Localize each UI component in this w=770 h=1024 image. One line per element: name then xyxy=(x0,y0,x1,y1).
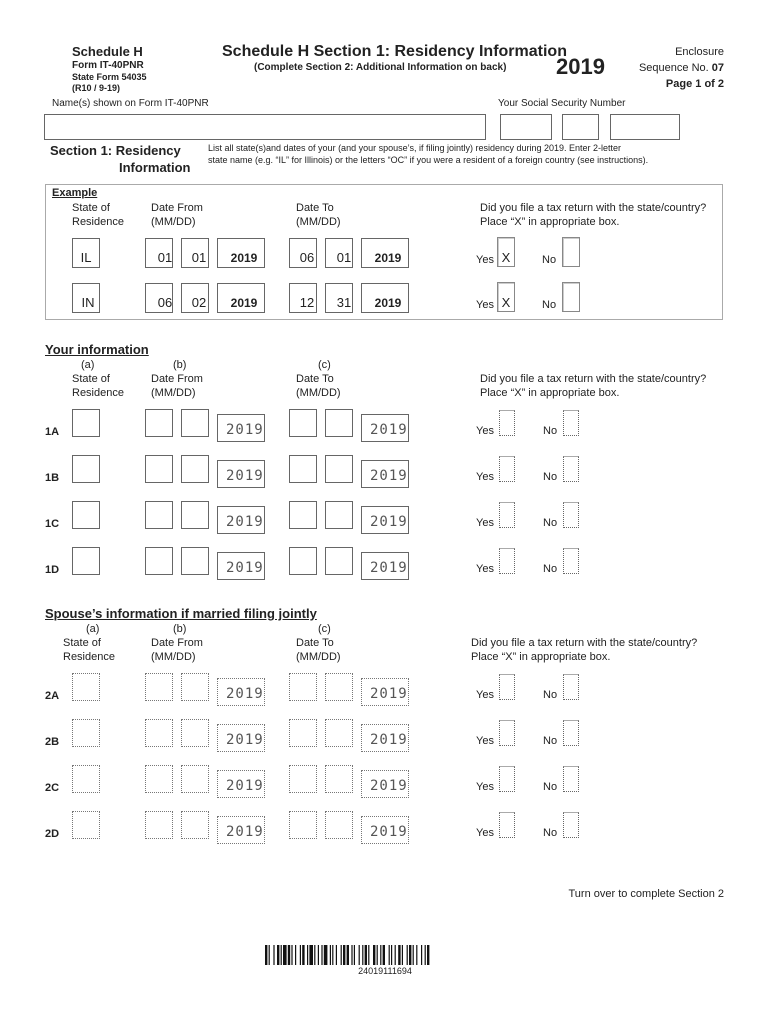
yes-label: Yes xyxy=(476,735,494,747)
example-from-mm: 01 xyxy=(157,250,173,265)
from-month-input[interactable] xyxy=(145,719,173,747)
to-year-value: 2019 xyxy=(370,560,408,576)
yes-checkbox[interactable] xyxy=(499,720,515,746)
to-year-value: 2019 xyxy=(370,824,408,840)
to-day-input[interactable] xyxy=(325,409,353,437)
to-month-input[interactable] xyxy=(289,765,317,793)
yes-label: Yes xyxy=(476,689,494,701)
from-year-value: 2019 xyxy=(226,824,264,840)
example-to-yr: 2019 xyxy=(374,251,402,265)
no-checkbox[interactable] xyxy=(563,502,579,528)
no-label: No xyxy=(543,827,558,839)
from-month-input[interactable] xyxy=(145,501,173,529)
yes-checkbox[interactable] xyxy=(499,766,515,792)
from-year-value: 2019 xyxy=(226,468,264,484)
state-input[interactable] xyxy=(72,765,100,793)
turn-over-note: Turn over to complete Section 2 xyxy=(568,888,724,900)
from-day-input[interactable] xyxy=(181,501,209,529)
page-subtitle: (Complete Section 2: Additional Information on back) xyxy=(254,62,507,73)
row-label: 2C xyxy=(45,782,60,794)
page-number: Page 1 of 2 xyxy=(665,78,724,90)
yes-checkbox[interactable] xyxy=(499,812,515,838)
from-day-input[interactable] xyxy=(181,455,209,483)
yes-label: Yes xyxy=(476,827,494,839)
ssn-label: Your Social Security Number xyxy=(498,98,626,109)
example-no-label: No xyxy=(542,254,557,266)
state-input[interactable] xyxy=(72,501,100,529)
to-year-value: 2019 xyxy=(370,468,408,484)
no-checkbox[interactable] xyxy=(563,812,579,838)
your-to-label: Date To (MM/DD) xyxy=(296,373,341,399)
section1-instructions-line2: state name (e.g. “IL” for Illinois) or the letters “OC” if you were a resident of a foreign country (see instructions). xyxy=(208,155,649,165)
from-month-input[interactable] xyxy=(145,547,173,575)
no-label: No xyxy=(543,425,558,437)
spouse-state-label: State of Residence xyxy=(63,637,115,663)
state-input[interactable] xyxy=(72,673,100,701)
spouse-from-label: Date From (MM/DD) xyxy=(151,637,203,663)
from-month-input[interactable] xyxy=(145,455,173,483)
names-label: Name(s) shown on Form IT-40PNR xyxy=(52,98,209,109)
spouse-col-c: (c) xyxy=(318,623,331,635)
state-form-label: State Form 54035 xyxy=(72,72,147,82)
example-state-value: IL xyxy=(80,250,92,265)
section1-title-line1: Section 1: Residency xyxy=(50,143,181,158)
from-month-input[interactable] xyxy=(145,765,173,793)
no-label: No xyxy=(543,563,558,575)
sequence-label: Sequence No. xyxy=(638,62,709,74)
example-no-box xyxy=(562,282,580,312)
ssn-input-part3[interactable] xyxy=(610,114,680,140)
from-year-value: 2019 xyxy=(226,514,264,530)
sequence-value: 07 xyxy=(711,62,724,74)
no-label: No xyxy=(543,517,558,529)
yes-checkbox[interactable] xyxy=(499,674,515,700)
from-year-value: 2019 xyxy=(226,686,264,702)
to-year-value: 2019 xyxy=(370,422,408,438)
yes-label: Yes xyxy=(476,563,494,575)
example-from-dd: 01 xyxy=(191,250,207,265)
schedule-label: Schedule H xyxy=(72,44,143,59)
section1-instructions-line1: List all state(s)and dates of your (and your spouse’s, if filing jointly) residency during 2019. Enter 2-letter xyxy=(208,143,622,153)
state-input[interactable] xyxy=(72,811,100,839)
example-title: Example xyxy=(52,187,98,199)
from-day-input[interactable] xyxy=(181,719,209,747)
your-state-label: State of Residence xyxy=(72,373,124,399)
example-question: Did you file a tax return with the state/country? Place “X” in appropriate box. xyxy=(480,202,707,228)
from-day-input[interactable] xyxy=(181,409,209,437)
your-col-a: (a) xyxy=(81,359,95,371)
your-col-b: (b) xyxy=(173,359,187,371)
state-input[interactable] xyxy=(72,455,100,483)
example-from-mm: 06 xyxy=(157,295,173,310)
your-info-title: Your information xyxy=(45,342,149,357)
from-day-input[interactable] xyxy=(181,765,209,793)
from-month-input[interactable] xyxy=(145,811,173,839)
example-no-label: No xyxy=(542,299,557,311)
spouse-to-label: Date To (MM/DD) xyxy=(296,637,341,663)
yes-checkbox[interactable] xyxy=(499,502,515,528)
to-day-input[interactable] xyxy=(325,719,353,747)
yes-label: Yes xyxy=(476,517,494,529)
example-state-value: IN xyxy=(81,295,95,310)
state-input[interactable] xyxy=(72,409,100,437)
your-col-c: (c) xyxy=(318,359,331,371)
section1-title-line2: Information xyxy=(119,160,191,175)
page-title: Schedule H Section 1: Residency Information xyxy=(222,43,567,60)
to-month-input[interactable] xyxy=(289,501,317,529)
example-yes-mark: X xyxy=(501,250,511,265)
barcode xyxy=(265,945,505,967)
state-input[interactable] xyxy=(72,547,100,575)
from-year-value: 2019 xyxy=(226,560,264,576)
to-day-input[interactable] xyxy=(325,811,353,839)
spouse-col-a: (a) xyxy=(86,623,100,635)
example-to-mm: 12 xyxy=(299,295,315,310)
to-year-value: 2019 xyxy=(370,732,408,748)
example-yes-mark: X xyxy=(501,295,511,310)
form-label: Form IT-40PNR xyxy=(72,60,144,71)
example-to-dd: 31 xyxy=(336,295,352,310)
sequence-number xyxy=(639,62,724,74)
ssn-input-part1[interactable] xyxy=(500,114,552,140)
row-label: 2D xyxy=(45,828,60,840)
no-checkbox[interactable] xyxy=(563,410,579,436)
from-day-input[interactable] xyxy=(181,547,209,575)
example-to-label: Date To (MM/DD) xyxy=(296,202,341,228)
from-year-value: 2019 xyxy=(226,778,264,794)
row-label: 1A xyxy=(45,426,60,438)
no-checkbox[interactable] xyxy=(563,456,579,482)
to-month-input[interactable] xyxy=(289,673,317,701)
no-checkbox[interactable] xyxy=(563,720,579,746)
ssn-input-part2[interactable] xyxy=(562,114,599,140)
names-input[interactable] xyxy=(44,114,486,140)
example-to-yr: 2019 xyxy=(374,296,402,310)
yes-label: Yes xyxy=(476,471,494,483)
to-month-input[interactable] xyxy=(289,811,317,839)
barcode-number: 24019111694 xyxy=(358,966,412,976)
spouse-question: Did you file a tax return with the state/country? Place “X” in appropriate box. xyxy=(471,637,698,663)
yes-label: Yes xyxy=(476,781,494,793)
no-label: No xyxy=(543,471,558,483)
example-from-dd: 02 xyxy=(191,295,207,310)
yes-checkbox[interactable] xyxy=(499,456,515,482)
revision-label: (R10 / 9-19) xyxy=(72,83,121,93)
to-month-input[interactable] xyxy=(289,547,317,575)
no-label: No xyxy=(543,689,558,701)
spouse-col-b: (b) xyxy=(173,623,187,635)
example-from-label: Date From (MM/DD) xyxy=(151,202,203,228)
example-no-box xyxy=(562,237,580,267)
to-month-input[interactable] xyxy=(289,719,317,747)
your-question: Did you file a tax return with the state/country? Place “X” in appropriate box. xyxy=(480,373,707,399)
example-to-mm: 06 xyxy=(299,250,315,265)
row-label: 1D xyxy=(45,564,60,576)
enclosure-label: Enclosure xyxy=(675,46,724,58)
example-yes-label: Yes xyxy=(476,299,494,311)
row-label: 1C xyxy=(45,518,60,530)
from-month-input[interactable] xyxy=(145,673,173,701)
no-label: No xyxy=(543,781,558,793)
no-checkbox[interactable] xyxy=(563,548,579,574)
to-day-input[interactable] xyxy=(325,547,353,575)
state-input[interactable] xyxy=(72,719,100,747)
from-month-input[interactable] xyxy=(145,409,173,437)
no-label: No xyxy=(543,735,558,747)
to-year-value: 2019 xyxy=(370,778,408,794)
no-checkbox[interactable] xyxy=(563,674,579,700)
to-day-input[interactable] xyxy=(325,455,353,483)
to-day-input[interactable] xyxy=(325,765,353,793)
row-label: 2B xyxy=(45,736,60,748)
from-year-value: 2019 xyxy=(226,422,264,438)
from-day-input[interactable] xyxy=(181,673,209,701)
row-label: 2A xyxy=(45,690,60,702)
to-month-input[interactable] xyxy=(289,455,317,483)
your-from-label: Date From (MM/DD) xyxy=(151,373,203,399)
from-day-input[interactable] xyxy=(181,811,209,839)
example-from-yr: 2019 xyxy=(230,296,258,310)
example-from-yr: 2019 xyxy=(230,251,258,265)
no-checkbox[interactable] xyxy=(563,766,579,792)
to-day-input[interactable] xyxy=(325,501,353,529)
spouse-info-title: Spouse’s information if married filing jointly xyxy=(45,606,317,621)
from-year-value: 2019 xyxy=(226,732,264,748)
to-month-input[interactable] xyxy=(289,409,317,437)
example-yes-label: Yes xyxy=(476,254,494,266)
to-year-value: 2019 xyxy=(370,686,408,702)
yes-checkbox[interactable] xyxy=(499,548,515,574)
row-label: 1B xyxy=(45,472,60,484)
example-to-dd: 01 xyxy=(336,250,352,265)
yes-label: Yes xyxy=(476,425,494,437)
to-day-input[interactable] xyxy=(325,673,353,701)
tax-year: 2019 xyxy=(556,54,605,79)
to-year-value: 2019 xyxy=(370,514,408,530)
example-state-label: State of Residence xyxy=(72,202,124,228)
yes-checkbox[interactable] xyxy=(499,410,515,436)
